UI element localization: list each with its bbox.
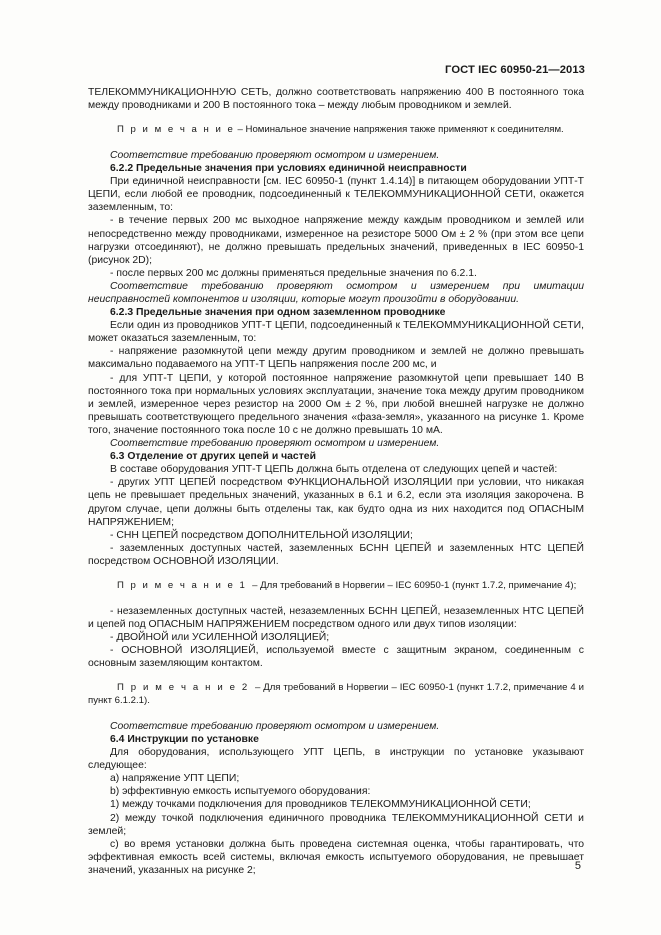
note-text: – Для требований в Норвегии – IEC 60950-1 (пункт 1.7.2, примечание 4); xyxy=(246,579,577,591)
note-paragraph xyxy=(88,124,584,137)
body-paragraph: c) во время установки должна быть проведена системная оценка, чтобы гарантировать, что эффективная емкость всей системы, включая емкость испытуемого оборудования, не превышает значений, указанных на рисунке 2; xyxy=(88,838,584,876)
section-heading: 6.3 Отделение от других цепей и частей xyxy=(110,451,316,463)
note-text: – Номинальное значение напряжения также применяют к соединителям. xyxy=(234,124,564,136)
body-paragraph: - для УПТ-Т ЦЕПИ, у которой постоянное напряжение разомкнутой цепи превышает 140 В постоянного тока при нормальных условиях эксплуатации, значение тока между другим проводником и землей, измеренное через резистор на 2000 Ом ± 2 %, при любой внешней нагрузке не должно превышать соответствующего предельного значения «фаза-земля», указанного на рисунке 1. Кроме того, значение постоянного тока после 10 с не должно превышать 10 мА. xyxy=(88,372,584,436)
body-paragraph: - ОСНОВНОЙ ИЗОЛЯЦИЕЙ, используемой вместе с защитным экраном, соединенным с основным заземляющим контактом. xyxy=(88,645,584,670)
body-paragraph: - напряжение разомкнутой цепи между другим проводником и землей не должно превышать максимально подаваемого на УПТ-Т ЦЕПЬ напряжения после 200 мс, и xyxy=(88,346,584,371)
spacer xyxy=(88,670,584,682)
note-label: П р и м е ч а н и е 2 xyxy=(117,682,250,694)
compliance-statement: Соответствие требованию проверяют осмотром и измерением. xyxy=(110,149,440,161)
standard-code-header: ГОСТ IEC 60950-21—2013 xyxy=(445,64,585,76)
body-paragraph: - в течение первых 200 мс выходное напряжение между каждым проводником и землей или непосредственно между проводниками, измеренное на резисторе 5000 Ом ± 2 % (при этом все цепи нагрузки отсоединяют), не должно превышать предельных значений, приведенных в IEC 60950-1 (рисунок 2D); xyxy=(88,215,584,266)
body-paragraph: Если один из проводников УПТ-Т ЦЕПИ, подсоединенный к ТЕЛЕКОММУНИКАЦИОННОЙ СЕТИ, может оказаться заземленным, то: xyxy=(88,320,584,345)
body-paragraph: - ДВОЙНОЙ или УСИЛЕННОЙ ИЗОЛЯЦИЕЙ; xyxy=(110,631,330,643)
body-paragraph: 1) между точками подключения для проводников ТЕЛЕКОММУНИКАЦИОННОЙ СЕТИ; xyxy=(110,799,531,811)
compliance-statement: Соответствие требованию проверяют осмотром и измерением при имитации неисправностей компонентов и изоляции, которые могут произойти в оборудовании. xyxy=(88,280,584,306)
note-paragraph xyxy=(88,580,584,593)
spacer xyxy=(88,708,584,720)
body-paragraph: 2) между точкой подключения единичного проводника ТЕЛЕКОММУНИКАЦИОННОЙ СЕТИ и землей; xyxy=(88,812,584,837)
page-number: 5 xyxy=(574,860,581,872)
body-paragraph: a) напряжение УПТ ЦЕПИ; xyxy=(110,773,240,785)
body-paragraph: - незаземленных доступных частей, незаземленных БСНН ЦЕПЕЙ, незаземленных НТС ЦЕПЕЙ и цепей под ОПАСНЫМ НАПРЯЖЕНИЕМ посредством одного или двух типов изоляции: xyxy=(88,605,584,630)
spacer xyxy=(88,137,584,149)
note-text: – Для требований в Норвегии – IEC 60950-1 (пункт 1.7.2, примечание 4 и пункт 6.1.2.1). xyxy=(88,682,587,707)
spacer xyxy=(88,568,584,580)
body-paragraph: - других УПТ ЦЕПЕЙ посредством ФУНКЦИОНАЛЬНОЙ ИЗОЛЯЦИИ при условии, что никакая цепь не превышает предельных значений, указанных в 6.1 и 6.2, если эта изоляция закорочена. В другом случае, цепи должны быть отделены так, как будто одна из них находится под ОПАСНЫМ НАПРЯЖЕНИЕМ; xyxy=(88,477,584,528)
document-body xyxy=(88,86,587,877)
section-heading: 6.4 Инструкции по установке xyxy=(110,733,259,745)
body-paragraph: b) эффективную емкость испытуемого оборудования: xyxy=(110,786,371,798)
body-paragraph: Для оборудования, использующего УПТ ЦЕПЬ, в инструкции по установке указывают следующее: xyxy=(88,747,584,772)
spacer xyxy=(88,593,584,605)
body-paragraph: - СНН ЦЕПЕЙ посредством ДОПОЛНИТЕЛЬНОЙ ИЗОЛЯЦИИ; xyxy=(110,529,413,541)
body-paragraph: - заземленных доступных частей, заземленных БСНН ЦЕПЕЙ и заземленных НТС ЦЕПЕЙ посредством ОСНОВНОЙ ИЗОЛЯЦИИ. xyxy=(88,542,584,567)
spacer xyxy=(88,112,584,124)
body-paragraph: - после первых 200 мс должны применяться предельные значения по 6.2.1. xyxy=(110,267,477,279)
compliance-statement: Соответствие требованию проверяют осмотром и измерением. xyxy=(110,720,440,732)
section-heading: 6.2.3 Предельные значения при одном заземленном проводнике xyxy=(110,307,446,319)
note-label: П р и м е ч а н и е xyxy=(117,124,235,136)
note-paragraph xyxy=(88,682,587,708)
body-paragraph: ТЕЛЕКОММУНИКАЦИОННУЮ СЕТЬ, должно соответствовать напряжению 400 В постоянного тока между проводниками и 200 В постоянного тока – между любым проводником и землей. xyxy=(88,87,584,112)
body-paragraph: В составе оборудования УПТ-Т ЦЕПЬ должна быть отделена от следующих цепей и частей: xyxy=(110,464,558,476)
section-heading: 6.2.2 Предельные значения при условиях единичной неисправности xyxy=(110,163,467,175)
note-label: П р и м е ч а н и е 1 xyxy=(117,579,247,591)
body-paragraph: При единичной неисправности [см. IEC 60950-1 (пункт 1.4.14)] в питающем оборудовании УПТ-Т ЦЕПИ, если любой ее проводник, подсоединенный к ТЕЛЕКОММУНИКАЦИОННОЙ СЕТИ, окажется заземленным, то: xyxy=(88,176,584,214)
compliance-statement: Соответствие требованию проверяют осмотром и измерением. xyxy=(110,438,440,450)
